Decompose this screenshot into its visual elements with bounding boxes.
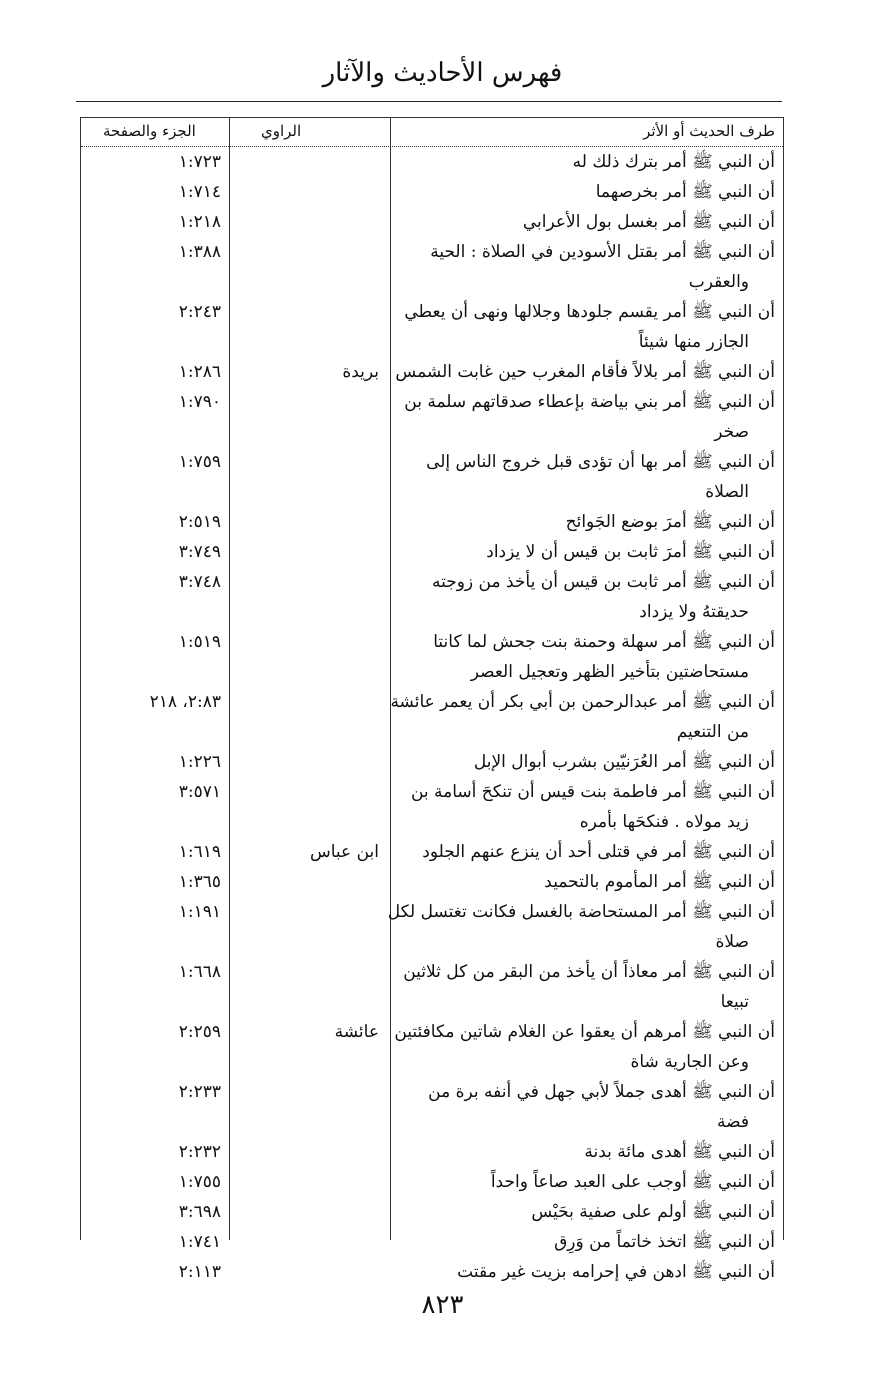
hadith-text	[387, 177, 775, 207]
hadith-text	[387, 207, 775, 237]
hadith-text-continuation: تبيعا	[720, 992, 749, 1012]
hadith-text-line: أن النبي ﷺ اتخذ خاتماً من وَرِق	[554, 1232, 775, 1252]
header-hadith-text: طرف الحديث أو الأثر	[643, 122, 775, 140]
volume-page: ١:٥١٩	[178, 632, 221, 652]
volume-page: ٣:٦٩٨	[178, 1202, 221, 1222]
hadith-text-line: أن النبي ﷺ ادهن في إحرامه بزيت غير مقتت	[457, 1262, 775, 1282]
header-narrator: الراوي	[261, 122, 302, 140]
hadith-text	[387, 957, 775, 1017]
narrator: بريدة	[342, 362, 379, 382]
hadith-text-continuation: الجازر منها شيئاً	[638, 332, 749, 352]
volume-page: ٢:٢٥٩	[178, 1022, 221, 1042]
hadith-text-line: أن النبي ﷺ أوجب على العبد صاعاً واحداً	[490, 1172, 775, 1192]
hadith-text-line: أن النبي ﷺ أمر بترك ذلك له	[572, 152, 775, 172]
header-volume-page: الجزء والصفحة	[103, 122, 196, 140]
hadith-text-continuation: صخر	[714, 422, 749, 442]
hadith-text	[387, 357, 775, 387]
hadith-text-line: أن النبي ﷺ أمر بغسل بول الأعرابي	[522, 212, 775, 232]
hadith-text	[387, 537, 775, 567]
volume-page: ١:٣٦٥	[178, 872, 221, 892]
column-divider-page	[229, 117, 230, 1240]
narrator: عائشة	[334, 1022, 379, 1042]
hadith-text	[387, 837, 775, 867]
hadith-text-line: أن النبي ﷺ أمر سهلة وحمنة بنت جحش لما كانتا	[433, 632, 775, 652]
hadith-text-line: أن النبي ﷺ أولم على صفية بحَيْس	[531, 1202, 775, 1222]
hadith-text-line: أن النبي ﷺ أمر بقتل الأسودين في الصلاة : الحية	[430, 242, 775, 262]
hadith-text	[387, 687, 775, 747]
volume-page: ١:٢٢٦	[178, 752, 221, 772]
hadith-text-line: أن النبي ﷺ أهدى جملاً لأبي جهل في أنفه برة من	[428, 1082, 775, 1102]
hadith-text-line: أن النبي ﷺ أمر بخرصهما	[595, 182, 775, 202]
volume-page: ١:٧٩٠	[178, 392, 221, 412]
hadith-text-continuation: وعن الجارية شاة	[630, 1052, 749, 1072]
volume-page: ١:٧٤١	[178, 1232, 221, 1252]
narrator: ابن عباس	[309, 842, 379, 862]
hadith-text-line: أن النبي ﷺ أمرَ ثابت بن قيس أن لا يزداد	[486, 542, 775, 562]
volume-page: ٢:١١٣	[178, 1262, 221, 1282]
volume-page: ١:٢٨٦	[178, 362, 221, 382]
hadith-text	[387, 777, 775, 837]
hadith-text-line: أن النبي ﷺ أمر فاطمة بنت قيس أن تنكحَ أسامة بن	[410, 782, 775, 802]
hadith-text	[387, 1017, 775, 1077]
hadith-text	[387, 1227, 775, 1257]
volume-page: ١:٧٢٣	[178, 152, 221, 172]
hadith-text-line: أن النبي ﷺ أمر ثابت بن قيس أن يأخذ من زوجته	[431, 572, 775, 592]
hadith-text-continuation: زيد مولاه . فنكحَها بأمره	[579, 812, 749, 832]
hadith-text-line: أن النبي ﷺ أمر المأموم بالتحميد	[544, 872, 775, 892]
hadith-text-line: أن النبي ﷺ أمرَ بوضع الجَوائح	[565, 512, 775, 532]
volume-page: ٣:٧٤٨	[178, 572, 221, 592]
volume-page: ٢:٢٤٣	[178, 302, 221, 322]
hadith-text-line: أن النبي ﷺ أمر معاذاً أن يأخذ من البقر من كل ثلاثين	[403, 962, 775, 982]
volume-page: ٢:٥١٩	[178, 512, 221, 532]
hadith-text-line: أن النبي ﷺ أمر يقسم جلودها وجلالها ونهى أن يعطي	[404, 302, 775, 322]
hadith-text	[387, 147, 775, 177]
hadith-text-continuation: الصلاة	[705, 482, 749, 502]
volume-page: ٢:٢٣٣	[178, 1082, 221, 1102]
page-number: ٨٢٣	[421, 1290, 464, 1320]
hadith-text	[387, 897, 775, 957]
hadith-text-line: أن النبي ﷺ أهدى مائة بدنة	[584, 1142, 775, 1162]
hadith-text	[387, 867, 775, 897]
hadith-text-line: أن النبي ﷺ أمر في قتلى أحد أن ينزع عنهم الجلود	[422, 842, 775, 862]
hadith-text	[387, 237, 775, 297]
hadith-text	[387, 1137, 775, 1167]
hadith-text	[387, 1257, 775, 1287]
volume-page: ١:٦٦٨	[178, 962, 221, 982]
hadith-text-continuation: من التنعيم	[676, 722, 749, 742]
hadith-text	[387, 567, 775, 627]
page-title: فهرس الأحاديث والآثار	[322, 58, 563, 88]
hadith-text-continuation: صلاة	[715, 932, 749, 952]
hadith-text	[387, 1167, 775, 1197]
hadith-text-line: أن النبي ﷺ أمر بني بياضة بإعطاء صدقاتهم سلمة بن	[404, 392, 775, 412]
hadith-text-continuation: فضة	[717, 1112, 749, 1132]
volume-page: ١:٢١٨	[178, 212, 221, 232]
volume-page: ٢:٢٣٢	[178, 1142, 221, 1162]
hadith-text-continuation: حديقتهُ ولا يزداد	[639, 602, 749, 622]
volume-page: ٢:٨٣، ٢١٨	[149, 692, 221, 712]
volume-page: ١:٣٨٨	[178, 242, 221, 262]
hadith-text	[387, 297, 775, 357]
table-header	[81, 117, 783, 147]
hadith-text-line: أن النبي ﷺ أمر المستحاضة بالغسل فكانت تغتسل لكل	[387, 902, 775, 922]
volume-page: ١:٧٥٥	[178, 1172, 221, 1192]
volume-page: ١:٧١٤	[178, 182, 221, 202]
hadith-text	[387, 447, 775, 507]
hadith-text-continuation: والعقرب	[688, 272, 749, 292]
hadith-text	[387, 1197, 775, 1227]
volume-page: ١:١٩١	[178, 902, 221, 922]
hadith-text-line: أن النبي ﷺ أمر العُرَنيّين بشرب أبوال الإبل	[473, 752, 775, 772]
hadith-text-line: أن النبي ﷺ أمرهم أن يعقوا عن الغلام شاتين مكافئتين	[394, 1022, 775, 1042]
hadith-text-line: أن النبي ﷺ أمر بها أن تؤدى قبل خروج الناس إلى	[426, 452, 775, 472]
hadith-text	[387, 387, 775, 447]
hadith-text-line: أن النبي ﷺ أمر بلالاً فأقام المغرب حين غابت الشمس	[395, 362, 775, 382]
hadith-text	[387, 507, 775, 537]
volume-page: ١:٦١٩	[178, 842, 221, 862]
hadith-text-line: أن النبي ﷺ أمر عبدالرحمن بن أبي بكر أن يعمر عائشة	[390, 692, 775, 712]
hadith-text	[387, 1077, 775, 1137]
title-rule	[76, 101, 782, 102]
volume-page: ٣:٧٤٩	[178, 542, 221, 562]
index-table	[80, 117, 784, 1282]
volume-page: ١:٧٥٩	[178, 452, 221, 472]
hadith-text	[387, 627, 775, 687]
hadith-text	[387, 747, 775, 777]
volume-page: ٣:٥٧١	[178, 782, 221, 802]
hadith-text-continuation: مستحاضتين بتأخير الظهر وتعجيل العصر	[470, 662, 749, 682]
